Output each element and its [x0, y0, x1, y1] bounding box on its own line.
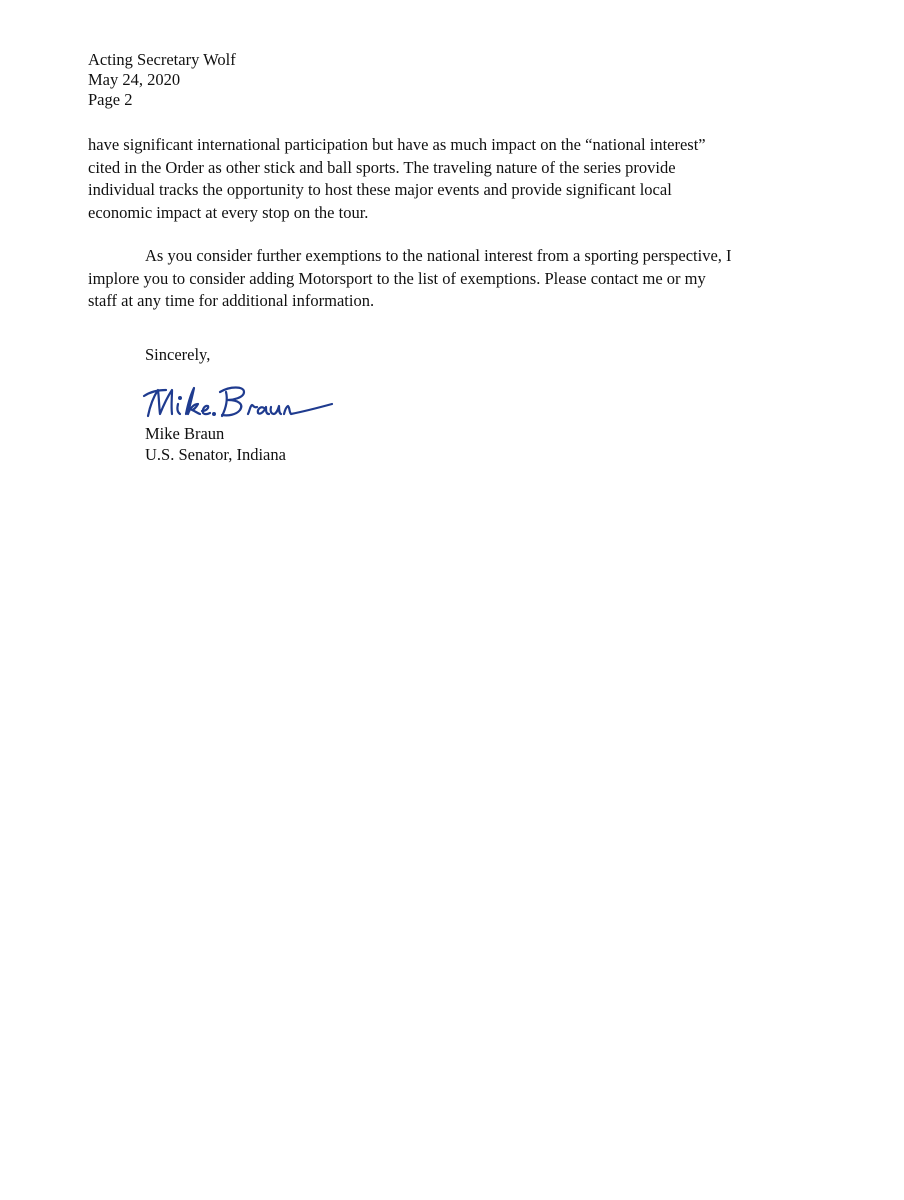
paragraph-line: staff at any time for additional information.	[88, 291, 375, 310]
signer-name: Mike Braun	[145, 424, 225, 443]
paragraph-line: implore you to consider adding Motorsport to the list of exemptions. Please contact me or my	[88, 268, 706, 288]
letter-header	[88, 50, 236, 110]
signer-block	[145, 423, 286, 465]
paragraph-line: As you consider further exemptions to the national interest from a sporting perspective, I	[145, 246, 732, 265]
closing-salutation: Sincerely,	[145, 345, 211, 364]
handwritten-signature	[140, 378, 340, 428]
page-number: Page 2	[88, 90, 133, 109]
paragraph-line: cited in the Order as other stick and ball sports. The traveling nature of the series provide	[88, 157, 676, 177]
recipient-line: Acting Secretary Wolf	[88, 50, 236, 69]
body-paragraph-1	[88, 134, 818, 224]
body-paragraph-2	[88, 245, 818, 313]
paragraph-line: economic impact at every stop on the tour.	[88, 202, 369, 222]
signer-title: U.S. Senator, Indiana	[145, 445, 286, 464]
paragraph-line: have significant international participation but have as much impact on the “national interest”	[88, 135, 706, 154]
date-line: May 24, 2020	[88, 70, 181, 89]
paragraph-line: individual tracks the opportunity to host these major events and provide significant local	[88, 180, 672, 199]
